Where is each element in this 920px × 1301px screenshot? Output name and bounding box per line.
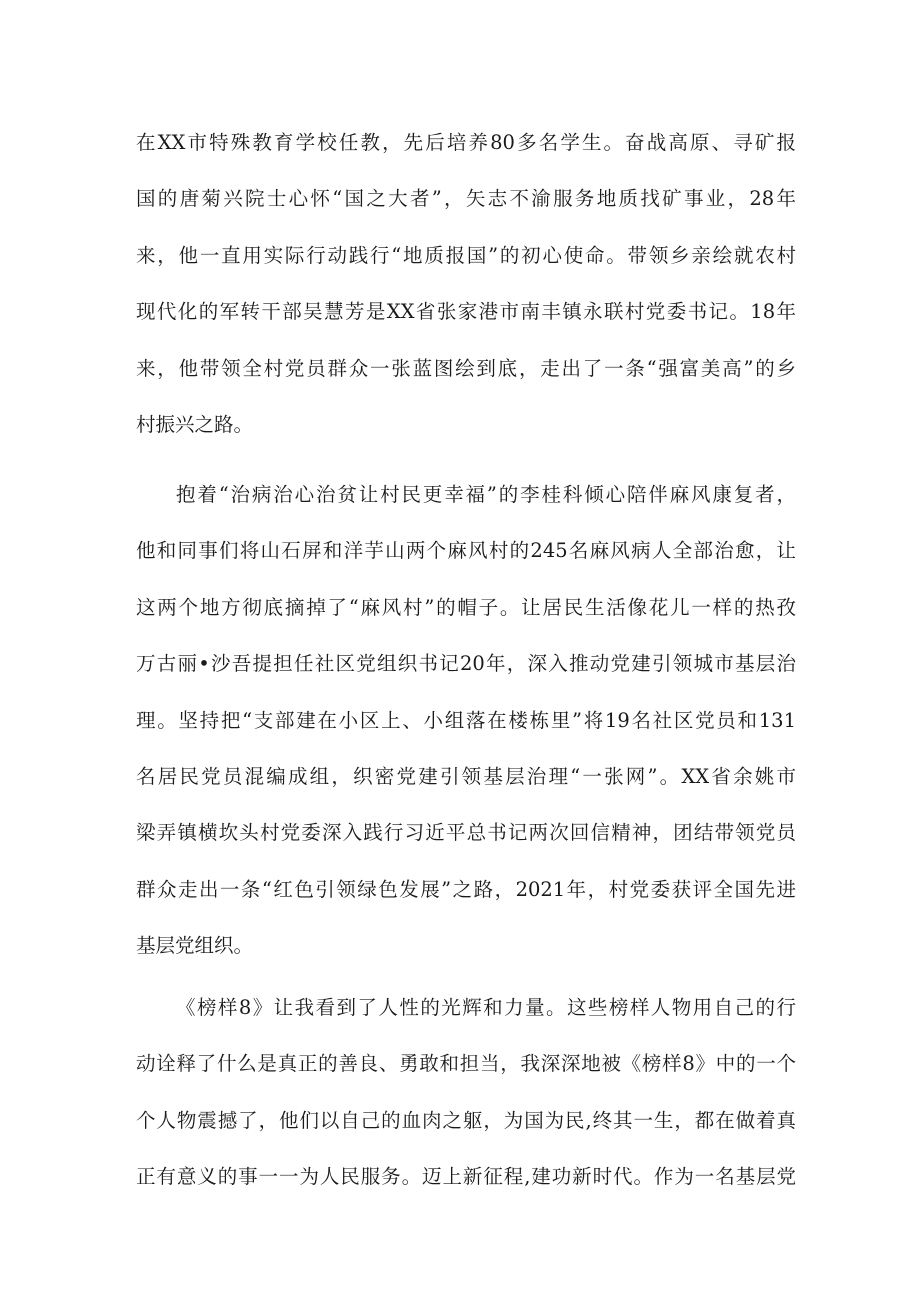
text-line: 来，他带领全村党员群众一张蓝图绘到底，走出了一条“强富美高”的乡 [136,356,796,380]
text-line: 来，他一直用实际行动践行“地质报国”的初心使命。带领乡亲绘就农村 [136,243,796,267]
text-line: 他和同事们将山石屏和洋芋山两个麻风村的245名麻风病人全部治愈，让 [136,539,796,563]
text-line: 现代化的军转干部吴慧芳是XX省张家港市南丰镇永联村党委书记。18年 [136,300,796,324]
paragraph-3 [136,980,796,1206]
text-line: 梁弄镇横坎头村党委深入践行习近平总书记两次回信精神，团结带领党员 [136,821,796,845]
text-line: 名居民党员混编成组，织密党建引领基层治理“一张网”。XX省余姚市 [136,764,796,788]
text-line: 动诠释了什么是真正的善良、勇敢和担当，我深深地被《榜样8》中的一个 [136,1052,796,1076]
text-line: 群众走出一条“红色引领绿色发展”之路，2021年，村党委获评全国先进 [136,877,796,901]
text-line: 抱着“治病治心治贫让村民更幸福”的李桂科倾心陪伴麻风康复者， [176,483,796,506]
text-line: 《榜样8》让我看到了人性的光辉和力量。这些榜样人物用自己的行 [176,996,796,1019]
paragraph-1 [136,115,796,453]
paragraph-2 [136,467,796,975]
text-line: 个人物震撼了，他们以自己的血肉之躯，为国为民,终其一生，都在做着真 [136,1108,796,1132]
text-line: 万古丽•沙吾提担任社区党组织书记20年，深入推动党建引领城市基层治 [136,652,796,676]
text-line: 基层党组织。 [136,934,254,958]
text-line: 正有意义的事一一为人民服务。迈上新征程,建功新时代。作为一名基层党 [136,1165,796,1189]
text-line: 理。坚持把“支部建在小区上、小组落在楼栋里”将19名社区党员和131 [136,708,796,732]
text-line: 国的唐菊兴院士心怀“国之大者”，矢志不渝服务地质找矿事业，28年 [136,187,796,211]
text-line: 这两个地方彻底摘掉了“麻风村”的帽子。让居民生活像花儿一样的热孜 [136,595,796,619]
text-line: 在XX市特殊教育学校任教，先后培养80多名学生。奋战高原、寻矿报 [136,131,796,154]
text-line: 村振兴之路。 [136,412,254,436]
